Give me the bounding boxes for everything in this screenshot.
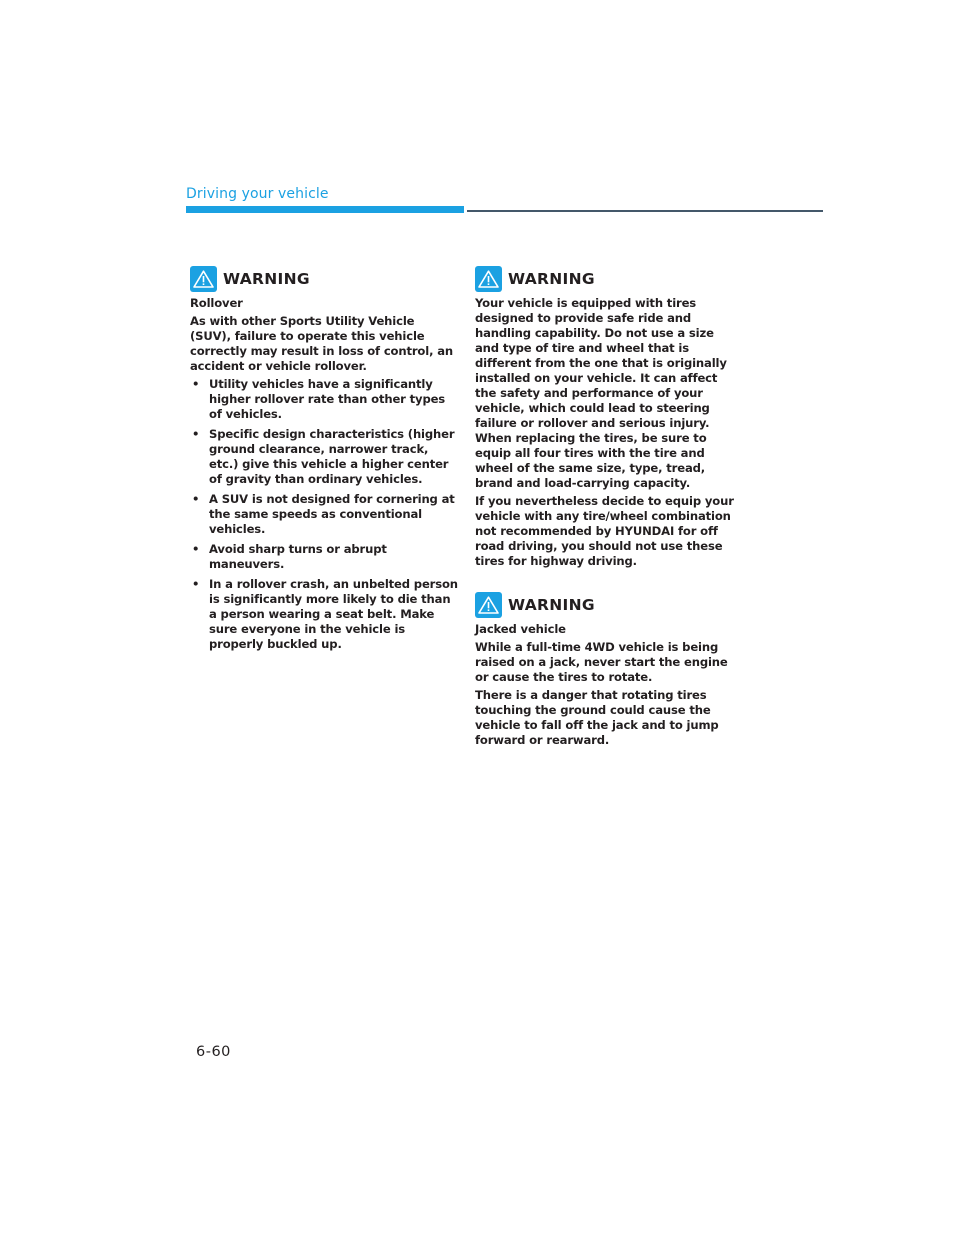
list-item-text: Avoid sharp turns or abrupt maneuvers. [209, 542, 387, 571]
warning-subtitle: Rollover [190, 296, 243, 310]
list-item [190, 427, 458, 487]
warning-triangle-icon [475, 266, 502, 292]
list-item [190, 577, 458, 652]
bullet-marker: • [192, 542, 200, 556]
warning-header [475, 592, 735, 618]
rollover-warning-block [190, 266, 458, 657]
bullet-marker: • [192, 492, 200, 506]
header-accent-bar [186, 206, 464, 213]
list-item-text: A SUV is not designed for cornering at the same speeds as conventional vehicles. [209, 492, 455, 536]
warning-label: WARNING [508, 270, 595, 288]
tire-warning-block [475, 266, 735, 569]
warning-triangle-icon [475, 592, 502, 618]
list-item-text: In a rollover crash, an unbelted person is significantly more likely to die than a person wearing a seat belt. Make sure everyone in the vehicle is properly buckled up. [209, 577, 458, 651]
tire-warning-text: Your vehicle is equipped with tires designed to provide safe ride and handling capability. Do not use a size and type of tire and wheel that is different from the one that is originally installed on your vehicle. It can affect the safety and performance of your vehicle, which could lead to steering failure or rollover and serious injury. When replacing the tires, be sure to equip all four tires with the tire and wheel of the same size, type, tread, brand and load-carrying capacity. [475, 296, 727, 490]
list-item [190, 377, 458, 422]
page-number: 6-60 [196, 1044, 231, 1060]
list-item-text: Utility vehicles have a significantly higher rollover rate than other types of vehicles. [209, 377, 446, 421]
warning-label: WARNING [508, 596, 595, 614]
list-item [190, 542, 458, 572]
jacked-warning-text-2: There is a danger that rotating tires touching the ground could cause the vehicle to fall off the jack and to jump forward or rearward. [475, 688, 719, 747]
warning-intro: As with other Sports Utility Vehicle (SUV), failure to operate this vehicle correctly may result in loss of control, an accident or vehicle rollover. [190, 314, 453, 373]
bullet-marker: • [192, 427, 200, 441]
jacked-warning-text-1: While a full-time 4WD vehicle is being raised on a jack, never start the engine or cause the tires to rotate. [475, 640, 728, 684]
right-column [475, 266, 735, 751]
section-title: Driving your vehicle [186, 186, 329, 202]
list-item-text: Specific design characteristics (higher ground clearance, narrower track, etc.) give this vehicle a higher center of gravity than ordinary vehicles. [209, 427, 455, 486]
warning-triangle-icon [190, 266, 217, 292]
jacked-vehicle-warning-block [475, 592, 735, 748]
bullet-marker: • [192, 577, 200, 591]
bullet-marker: • [192, 377, 200, 391]
header-rule [467, 210, 823, 212]
tire-warning-text-2: If you nevertheless decide to equip your vehicle with any tire/wheel combination not recommended by HYUNDAI for off road driving, you should not use these tires for highway driving. [475, 494, 734, 568]
list-item [190, 492, 458, 537]
warning-header [475, 266, 735, 292]
bullet-list [190, 377, 458, 652]
warning-label: WARNING [223, 270, 310, 288]
warning-header [190, 266, 458, 292]
warning-subtitle: Jacked vehicle [475, 622, 566, 636]
